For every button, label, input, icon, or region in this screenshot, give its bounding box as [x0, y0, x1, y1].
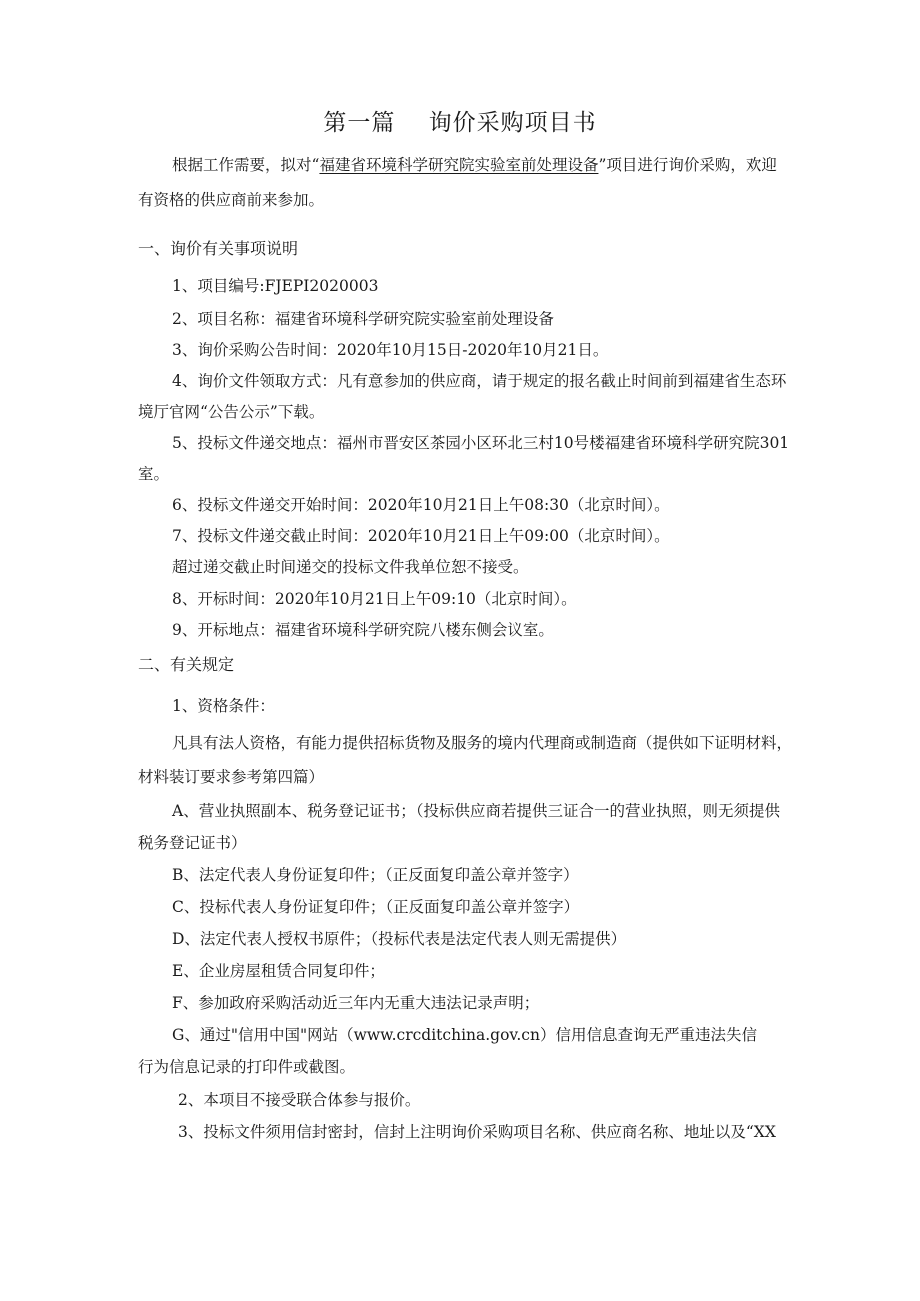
requirement-d: D、法定代表人授权书原件；（投标代表是法定代表人则无需提供） [172, 930, 627, 948]
section-1-item: 3、询价采购公告时间：2020年10月15日-2020年10月21日。 [172, 341, 609, 359]
section-1-item: 9、开标地点：福建省环境科学研究院八楼东侧会议室。 [172, 621, 554, 639]
section-1-item: 8、开标时间：2020年10月21日上午09:10（北京时间）。 [172, 590, 577, 608]
qualification-intro: 材料装订要求参考第四篇） [138, 768, 325, 786]
intro-before: 根据工作需要，拟对“ [172, 156, 320, 174]
rule-item-2: 2、本项目不接受联合体参与报价。 [178, 1091, 421, 1109]
requirement-c: C、投标代表人身份证复印件；（正反面复印盖公章并签字） [172, 898, 580, 916]
intro-after: ”项目进行询价采购，欢迎 [598, 156, 777, 174]
section-1-item: 4、询价文件领取方式：凡有意参加的供应商，请于规定的报名截止时间前到福建省生态环 [172, 372, 787, 390]
intro-line-2: 有资格的供应商前来参加。 [138, 191, 325, 209]
document-title: 第一篇 询价采购项目书 [323, 110, 597, 136]
requirement-a: A、营业执照副本、税务登记证书；（投标供应商若提供三证合一的营业执照，则无须提供 [172, 802, 780, 820]
requirement-b: B、法定代表人身份证复印件；（正反面复印盖公章并签字） [172, 866, 579, 884]
section-1-item: 室。 [138, 465, 170, 483]
section-1-item: 超过递交截止时间递交的投标文件我单位恕不接受。 [172, 558, 529, 576]
intro-project-name: 福建省环境科学研究院实验室前处理设备 [319, 156, 599, 174]
requirement-e: E、企业房屋租赁合同复印件； [172, 962, 385, 980]
requirement-a: 税务登记证书） [138, 834, 247, 852]
section-1-item: 7、投标文件递交截止时间：2020年10月21日上午09:00（北京时间）。 [172, 527, 670, 545]
section-2-heading: 二、有关规定 [138, 655, 235, 674]
section-1-item: 2、项目名称：福建省环境科学研究院实验室前处理设备 [172, 310, 554, 328]
section-1-heading: 一、询价有关事项说明 [138, 239, 299, 258]
section-1-item: 5、投标文件递交地点：福州市晋安区茶园小区环北三村10号楼福建省环境科学研究院301 [172, 434, 790, 452]
section-1-item: 6、投标文件递交开始时间：2020年10月21日上午08:30（北京时间）。 [172, 496, 670, 514]
section-1-item: 境厅官网“公告公示”下载。 [138, 403, 325, 421]
qualification-heading: 1、资格条件： [172, 697, 275, 715]
requirement-g: 行为信息记录的打印件或截图。 [138, 1058, 356, 1076]
intro-line-1 [172, 155, 777, 175]
section-1-item: 1、项目编号:FJEPI2020003 [172, 277, 379, 295]
requirement-f: F、参加政府采购活动近三年内无重大违法记录声明； [172, 994, 540, 1012]
rule-item-3: 3、投标文件须用信封密封，信封上注明询价采购项目名称、供应商名称、地址以及“XX [178, 1123, 776, 1141]
requirement-g: G、通过"信用中国"网站（www.crcditchina.gov.cn）信用信息查询无严重违法失信 [172, 1026, 757, 1044]
qualification-intro: 凡具有法人资格，有能力提供招标货物及服务的境内代理商或制造商（提供如下证明材料， [172, 734, 793, 752]
